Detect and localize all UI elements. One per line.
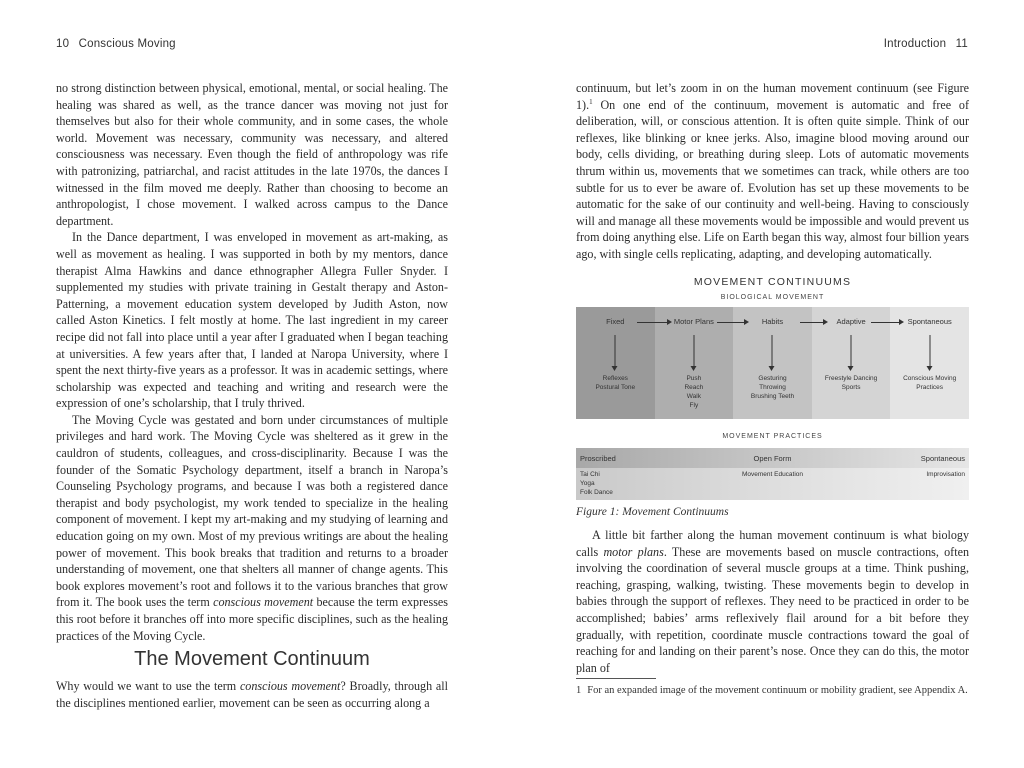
down-arrow-icon — [615, 335, 616, 367]
example-item: Freestyle Dancing — [824, 375, 878, 382]
example-item: Improvisation — [926, 471, 965, 478]
right-arrow-icon — [871, 322, 900, 323]
italic-term: conscious movement — [213, 595, 314, 610]
left-running-head — [56, 38, 176, 54]
example-item: Fly — [689, 402, 699, 409]
example-item: Movement Education — [741, 471, 804, 478]
bio-column-label: Fixed — [606, 317, 625, 326]
example-item: Sports — [841, 384, 861, 391]
bio-column-label: Adaptive — [836, 317, 866, 326]
paragraph: In the Dance department, I was enveloped in movement as art-making, as well as movement as healing. I was supported in both by my mentors, dance therapist Alma Hawkins and dance ethnographer Allegra Fuller Snyder. I supplemented my studies with private training in Gestalt therapy and Aston-Patterning, a movement education system developed by Judith Aston, now called Aston Kinetics. I felt mostly at home. The last ingredient in my career recipe did not fall into place until a year after I graduated when I began teaching at universities. A few years after that, I landed at Naropa University, where I spent the next thirty-five years as a professor. It was in academic settings, where scholarship was expected and teaching and writing and research were the expression of one’s scholarship, that I truly thrived. — [56, 230, 448, 411]
example-item: Brushing Teeth — [750, 393, 795, 400]
figure-title: MOVEMENT CONTINUUMS — [693, 276, 852, 288]
paragraph: no strong distinction between physical, emotional, mental, or social healing. The healing was shared as well, as the trance dancer was moving not just for themselves but also for their whole community, and in some cases, the whole world. Movement was necessary, community was necessary, and altered consciousness was necessary. Even though the field of anthropology was rife with patronizing, patriarchal, and racist attitudes in the late 1970s, the dances I witnessed in the film moved me deeply. Rather than choosing to become an anthropologist, I chose movement. I walked across campus to the Dance department. — [56, 81, 448, 228]
practice-column-examples — [838, 468, 969, 481]
down-arrow-icon — [772, 335, 773, 367]
right-page-number: 11 — [955, 38, 968, 50]
down-arrow-icon — [851, 335, 852, 367]
italic-term: conscious movement — [239, 679, 341, 693]
bio-column-examples — [890, 374, 969, 392]
footnote-number: 1 — [576, 685, 582, 696]
paragraph-text: because the term expresses this root before it branches off into more specific disciplines, such as the healing practices of the Moving Cycle. — [56, 595, 448, 643]
bio-column-examples — [812, 374, 891, 392]
example-item: Tai Chi — [580, 471, 600, 478]
figure-movement-continuums — [576, 276, 969, 500]
movement-practices-diagram — [576, 448, 969, 500]
left-running-title: Conscious Moving — [78, 38, 176, 50]
right-arrow-icon — [800, 322, 824, 323]
bio-column-label: Spontaneous — [907, 317, 952, 326]
example-item: Throwing — [759, 384, 786, 391]
example-item: Postural Tone — [595, 384, 636, 391]
right-page-body-continued — [576, 527, 969, 676]
left-page-body — [56, 80, 448, 644]
italic-term: motor plans — [603, 544, 664, 559]
right-arrow-icon — [637, 322, 668, 323]
paragraph — [576, 527, 969, 676]
example-item: Yoga — [580, 480, 595, 487]
paragraph-text: The Moving Cycle was gestated and born under circumstances of multiple privileges and hard work. The Moving Cycle was sheltered as it grew in the cauldron of students, colleagues, and cross-disciplinarity. Because I was the founder of the Somatic Psychology department, itself a branch in Naropa’s Counseling Psychology programs, and because I was both a registered dance therapist and body psychologist, my work tended to specialize in the healing component of movement. I kept my art-making and my studying of learning and education going on my own. Most of my previous writings are about the healing power of movement. This book breaks that tradition and returns to a broader understanding of movement, one that shelters all manner of change agents. This book explores movement’s root and follows it to the various branches that grow from it. The book uses the term — [56, 412, 448, 610]
paragraph — [56, 678, 448, 711]
paragraph-text: . These are movements based on muscle contractions, often involving the coordination of several muscle groups at a time. Think pushing, reaching, grasping, walking, twisting. These movements begin to develop in babies through the support of reflexes. They need to be practiced in order to be accomplished; babies’ arms reflexively flail around for a bit before they gradually, with repetition, coordinate muscle contractions toward the goal of reaching for and landing on their parent’s nose. Once they can do this, the motor plan of — [576, 544, 969, 675]
practice-column-label: Proscribed — [580, 453, 616, 463]
bio-column-label: Habits — [761, 317, 784, 326]
down-arrow-icon — [929, 335, 930, 367]
footnote — [576, 684, 969, 699]
example-item: Reflexes — [602, 375, 628, 382]
practice-column-examples — [576, 468, 707, 499]
paragraph-text: continuum, but let’s zoom in on the human movement continuum (see Figure 1). — [576, 81, 969, 112]
paragraph — [576, 80, 969, 263]
paragraph-text: A little bit farther along the human movement continuum is what biology calls — [576, 528, 969, 559]
biological-movement-subtitle: BIOLOGICAL MOVEMENT — [720, 294, 825, 301]
section-heading: The Movement Continuum — [134, 648, 370, 670]
practice-column — [707, 448, 838, 500]
example-item: Reach — [684, 384, 704, 391]
practice-column — [576, 448, 707, 500]
bio-column-examples — [576, 374, 655, 392]
example-item: Practices — [916, 384, 944, 391]
practice-column-label: Spontaneous — [920, 453, 965, 463]
example-item: Gesturing — [758, 375, 787, 382]
footnote-text: For an expanded image of the movement continuum or mobility gradient, see Appendix A. — [587, 685, 968, 696]
left-page-number: 10 — [56, 38, 70, 50]
practice-column-label: Open Form — [753, 453, 792, 463]
movement-practices-subtitle: MOVEMENT PRACTICES — [722, 433, 823, 440]
example-item: Folk Dance — [580, 489, 613, 496]
bio-column-examples — [733, 374, 812, 401]
paragraph — [56, 412, 448, 644]
section-paragraph — [56, 678, 448, 711]
down-arrow-icon — [693, 335, 694, 367]
bio-column-examples — [655, 374, 734, 410]
right-running-head — [884, 38, 968, 54]
example-item: Conscious Moving — [903, 375, 957, 382]
right-running-title: Introduction — [883, 38, 947, 50]
practice-column-examples — [707, 468, 838, 481]
paragraph-text: On one end of the continuum, movement is automatic and free of deliberation, will, or conscious attention. It is often quite simple. Think of our reflexes, like blinking or knee jerks. Also, imagine blood moving around our body, cells dividing, or breathing during sleep. Lots of automatic movements thrum within us, movements that we sometimes can track, while others are too subtle for us to ever be aware of. Evolution has set up these movements to be automatic for the sake of our continuity and well-being. Having to consciously will and manage all these movements would be impossible and would prevent us from doing anything else. Life on Earth began this way, almost four billion years ago, with single cells replicating, adapting, and developing automatically. — [576, 97, 969, 261]
example-item: Walk — [686, 393, 701, 400]
figure-caption: Figure 1: Movement Continuums — [576, 506, 729, 518]
footnote-divider — [576, 678, 656, 679]
paragraph-text: Why would we want to use the term — [56, 679, 237, 693]
biological-movement-diagram — [576, 307, 969, 419]
example-item: Push — [686, 375, 702, 382]
right-arrow-icon — [717, 322, 745, 323]
bio-column-label: Motor Plans — [673, 317, 714, 326]
footnote-ref[interactable]: 1 — [589, 97, 593, 106]
practice-column — [838, 448, 969, 500]
bio-column — [576, 307, 655, 419]
paragraph-text: ? Broadly, through all the disciplines mentioned earlier, movement can be seen as occurring along a — [56, 679, 448, 710]
right-page-body — [576, 80, 969, 263]
